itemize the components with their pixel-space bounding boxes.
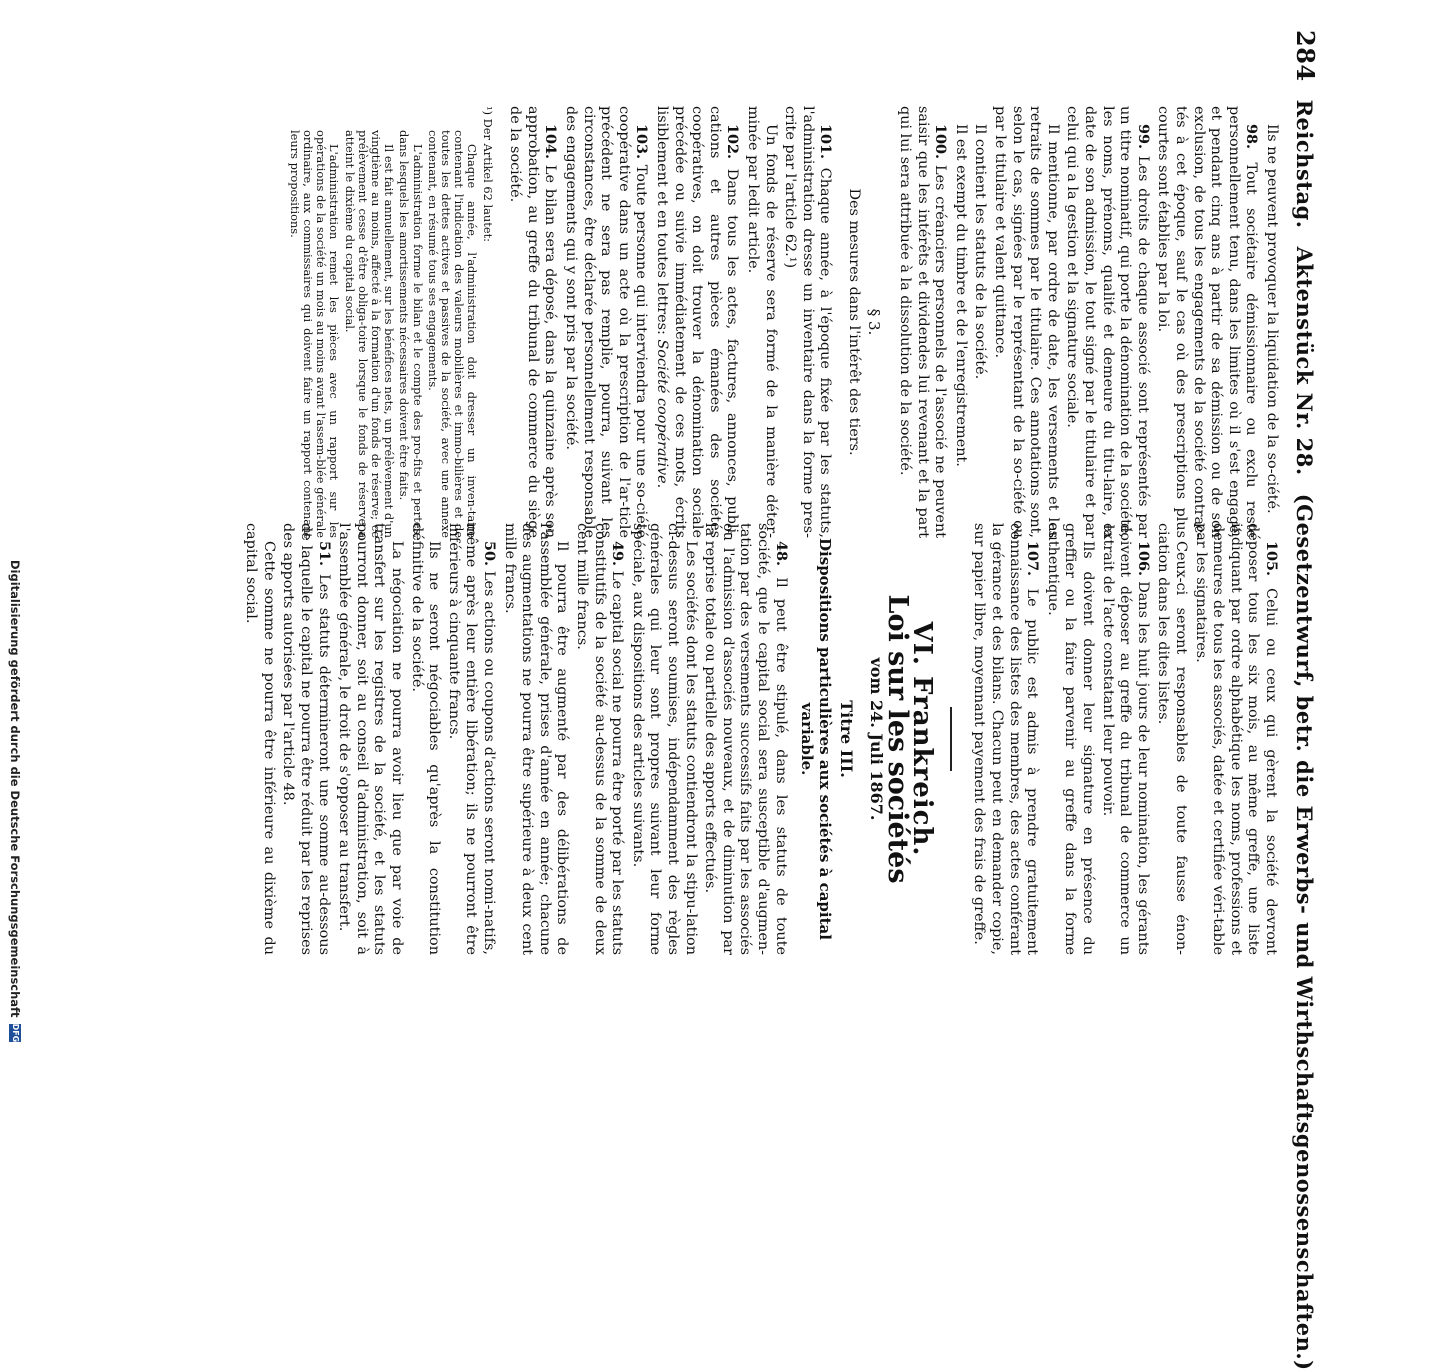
footnote-paragraph: Il est fait annuellement, sur les bénéfices nets, un prélèvement d'un vingtième au moins, affecté à la formation d'un fonds de réserve; ce prélèvement cesse d'être obliga-toire lorsque le fonds de réserve a atteint le dixième du capital social.: [342, 130, 397, 538]
footnote-block: [288, 106, 479, 538]
footnote-paragraph: L'administration forme le bilan et le compte des pro-fits et pertes, dans lesquels les amortissements nécessaires doivent être faits.: [397, 130, 425, 538]
article-107: 107. Le public est admis à prendre gratuitement connaissance des listes des membres, des actes conférant la gérance et des bilans. Chacun peut en demander copie, sur papier libre, moyennant payement des frais de greffe.: [971, 523, 1042, 956]
paragraph: Cette somme ne pourra être inférieure au dixième du capital social.: [243, 523, 277, 955]
paragraph: Ils ne peuvent provoquer la liquidation de la so-ciété.: [1264, 124, 1280, 514]
article-49: 49. Le capital social ne pourra être porté par les statuts constitutifs de la société au-dessus de la somme de deux cent mille francs.: [574, 523, 627, 955]
article-number: 106.: [1134, 541, 1152, 577]
article-number: 101.: [817, 124, 835, 160]
law-title: Loi sur les sociétés: [882, 594, 914, 884]
article-105: 105. Celui ou ceux qui gèrent la société devront déposer tous les six mois, au même greffe, une liste indiquant par ordre alphabétique les noms, professions et demeures de tous les associés, datée et certifiée véri-table par les signataires.: [1192, 523, 1280, 955]
article-101: 101. Chaque année, à l'époque fixée par les statuts, l'administration dresse un inventaire dans la forme pres-crite par l'article 62.¹): [782, 106, 835, 538]
article-number: 98.: [1243, 124, 1261, 150]
header-right: (Gesetzentwurf, betr. die Erwerbs- und Wirthschaftsgenossenschaften.): [1292, 493, 1317, 1371]
credit-text: Digitalisierung gefördert durch die Deutsche Forschungsgemeinschaft: [8, 560, 22, 1018]
left-column: [286, 106, 1280, 538]
article-number: 104.: [542, 124, 560, 160]
right-column: [240, 523, 1280, 955]
paragraph: Il est exempt du timbre et de l'enregistrement.: [952, 124, 969, 467]
italic-term: Société coopérative.: [654, 339, 670, 489]
paragraph: Un fonds de réserve sera formé de la manière déter-minée par ledit article.: [744, 106, 779, 538]
paragraph: Ils doivent donner leur signature en présence du greffier ou la faire parvenir au greffe dans la forme authentique.: [1044, 523, 1097, 955]
paragraph: Ceux-ci seront responsables de toute fausse énon-ciation dans les dites listes.: [1155, 523, 1190, 955]
article-number: 48.: [772, 541, 790, 567]
section-mark: § 3.: [864, 308, 883, 336]
paragraph: Il mentionne, par ordre de date, les versements et les retraits de sommes par le titulaire. Ces annotations sont, selon le cas, signées par le représentant de la so-ciété ou par le titulaire et valent quittance.: [992, 106, 1061, 538]
article-number: 105.: [1263, 541, 1280, 577]
page-header: [1291, 30, 1320, 1371]
article-number: 51.: [315, 541, 333, 567]
digitization-credit: [8, 560, 22, 1042]
paragraph: Il pourra être augmenté par des délibérations de l'assemblée générale, prises d'année en année; chacune des augmentations ne pourra être supérieure à deux cent mille francs.: [501, 523, 571, 955]
country-heading: VI. Frankreich.: [906, 621, 937, 857]
titre-heading: Titre III.: [837, 700, 857, 778]
article-102: 102. Dans tous les actes, factures, annonces, publi-cations et autres pièces émanées des sociétés coopératives, on doit trouver la dénomination sociale précédée ou suivie immédiatement de ces mots, écrits lisiblement et en toutes lettres: Société coopérative.: [654, 106, 742, 539]
header-document: Aktenstück Nr. 28.: [1292, 246, 1317, 476]
titre-subheading: Dispositions particulières aux sociétés à capital variable.: [797, 538, 834, 940]
article-number: 50.: [481, 541, 499, 567]
paragraph: La négociation ne pourra avoir lieu que par voie de transfert sur les registres de la société, et les statuts pourront donner, soit au conseil d'administration, soit à l'assemblée générale, le droit de s'opposer au transfert.: [336, 523, 406, 955]
paragraph: Les sociétés dont les statuts contiendront la stipu-lation ci-dessus seront soumises, indépendamment des règles générales qui leur sont propres suivant leur forme spéciale, aux dispositions des articles suivants.: [629, 523, 699, 955]
article-100: 100. Les créanciers personnels de l'associé ne peuvent saisir que les intérêts et dividendes lui revenant et la part qui lui sera attribuée à la dissolution de la société.: [897, 106, 950, 538]
article-98: 98. Tout sociétaire démissionnaire ou exclu reste personnellement tenu, dans les limites où il s'est engagé, et pendant cinq ans à partir de sa démission ou de son exclusion, de tous les engagements de la société contrac-tés à cet époque, sauf le cas où des prescriptions plus courtes sont établies par la loi.: [1155, 106, 1261, 539]
article-103: 103. Toute personne qui interviendra pour une so-ciété coopérative dans un acte où la prescription de l'ar-ticle précédent ne sera pas remplie, pourra, suivant les circonstances, être déclarée personnellement responsable des engagements qui y sont pris par la société.: [563, 106, 651, 539]
footnote-paragraph: L'administration remet les pièces avec un rapport sur les opérations de la société un mois au moins avant l'assem-blée générale ordinaire, aux commissaires qui doivent faire un rapport contenant leurs propositions.: [287, 130, 342, 538]
footnote-paragraph: Chaque année, l'administration doit dresser un inven-taire contenant l'indication des valeurs mobilières et immo-bilières et de toutes les dettes actives et passives de la société, avec une annexe contenant, en résumé tous ses engagements.: [425, 130, 480, 538]
article-number: 102.: [724, 124, 742, 160]
footnote-intro: ¹) Der Artikel 62 lautet:: [480, 106, 495, 242]
article-51: 51. Les statuts détermineront une somme au-dessous de laquelle le capital ne pourra être réduit par les reprises des apports autorisées par l'article 48.: [280, 523, 333, 955]
header-left: Reichstag.: [1292, 99, 1317, 229]
article-99: 99. Les droits de chaque associé sont représentés par un titre nominatif, qui porte la dénomination de la société, les noms, prénoms, qualité et demeure du titu-laire, la date de son admission, le tout signé par le titulaire et par celui qui a la gestion et la signature sociale.: [1064, 106, 1152, 538]
article-104: 104. Le bilan sera déposé, dans la quinzaine après son approbation, au greffe du tribunal de commerce du siège de la société.: [507, 106, 560, 538]
section-title: Des mesures dans l'intérêt des tiers.: [845, 188, 862, 456]
article-number: 99.: [1134, 124, 1152, 150]
footnotes: [288, 106, 494, 538]
paragraph: Ils ne seront négociables qu'après la constitution définitive de la société.: [408, 523, 443, 955]
page-number: 284: [1291, 30, 1320, 82]
article-number: 49.: [609, 541, 627, 567]
separator-rule: [950, 707, 952, 771]
law-date: vom 24. Juli 1867.: [866, 657, 886, 821]
article-number: 103.: [633, 124, 651, 160]
article-106: 106. Dans les huit jours de leur nomination, les gérants doivent déposer au greffe du tribunal de commerce un extrait de l'acte constatant leur pouvoir.: [1099, 523, 1152, 955]
article-number: 107.: [1024, 541, 1042, 577]
article-number: 100.: [932, 124, 950, 160]
dfg-logo-icon: DFG: [11, 1023, 20, 1043]
article-50: 50. Les actions ou coupons d'actions seront nomi-natifs, même après leur entière libération; ils ne pourront être inférieurs à cinquante francs.: [445, 523, 499, 956]
article-48: 48. Il peut être stipulé, dans les statuts de toute société, que le capital social sera susceptible d'augmen-tation par des versements successifs faits par les associés ou l'admission d'associés nouveaux, et de diminution par la reprise totale ou partielle des apports effectués.: [702, 523, 790, 955]
paragraph: Il contient les statuts de la société.: [972, 124, 989, 380]
